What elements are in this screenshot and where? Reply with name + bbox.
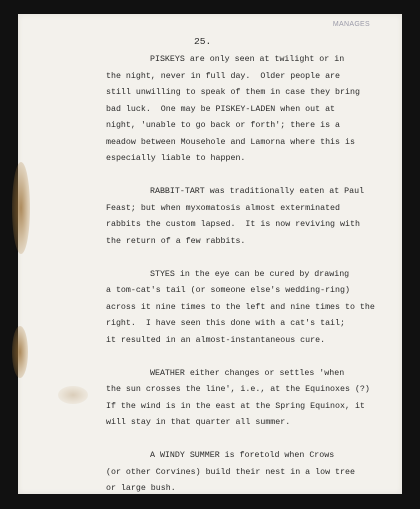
text-line: especially liable to happen.	[106, 154, 246, 163]
text-line: the return of a few rabbits.	[106, 236, 246, 246]
text-line: right. I have seen this done with a cat's tail;	[106, 319, 345, 328]
text-line: rabbits the custom lapsed. It is now reviving with	[106, 220, 360, 229]
paragraph-styes	[106, 267, 376, 350]
text-line: RABBIT-TART was traditionally eaten at Paul	[150, 187, 365, 196]
text-line: meadow between Mousehole and Lamorna where this is	[106, 137, 355, 147]
paragraph-rabbit-tart	[106, 184, 376, 250]
stain-mark	[12, 162, 30, 254]
text-line: PISKEYS are only seen at twilight or in	[150, 55, 345, 64]
stain-mark	[58, 386, 88, 404]
text-line: A WINDY SUMMER is foretold when Crows	[150, 451, 335, 460]
paragraph-windy-summer	[106, 448, 376, 498]
text-line: or large bush.	[106, 484, 176, 493]
text-line: still unwilling to speak of them in case they bring	[106, 88, 360, 97]
text-line: If the wind is in the east at the Spring Equinox, it	[106, 401, 365, 411]
text-line: the sun crosses the line', i.e., at the Equinoxes (?)	[106, 385, 370, 394]
text-line: night, 'unable to go back or forth'; there is a	[106, 121, 341, 130]
text-line: WEATHER either changes or settles 'when	[150, 368, 345, 378]
text-line: the night, never in full day. Older people are	[106, 71, 341, 81]
corner-annotation: MANAGES	[332, 21, 370, 28]
text-line: a tom-cat's tail (or someone else's wedding-ring)	[106, 286, 350, 295]
paragraph-piskeys	[106, 52, 376, 168]
typewritten-page	[18, 14, 402, 494]
text-line: bad luck. One may be PISKEY-LADEN when out at	[106, 104, 336, 114]
page-number: 25.	[194, 36, 212, 47]
text-line: Feast; but when myxomatosis almost exterminated	[106, 203, 341, 213]
text-line: STYES in the eye can be cured by drawing	[150, 269, 350, 279]
text-line: it resulted in an almost-instantaneous cure.	[106, 335, 326, 345]
body-text	[106, 52, 376, 498]
text-line: will stay in that quarter all summer.	[106, 418, 291, 427]
text-line: (or other Corvines) build their nest in a low tree	[106, 467, 355, 477]
text-line: across it nine times to the left and nine times to the	[106, 302, 375, 312]
paragraph-weather	[106, 366, 376, 432]
stain-mark	[12, 326, 28, 378]
